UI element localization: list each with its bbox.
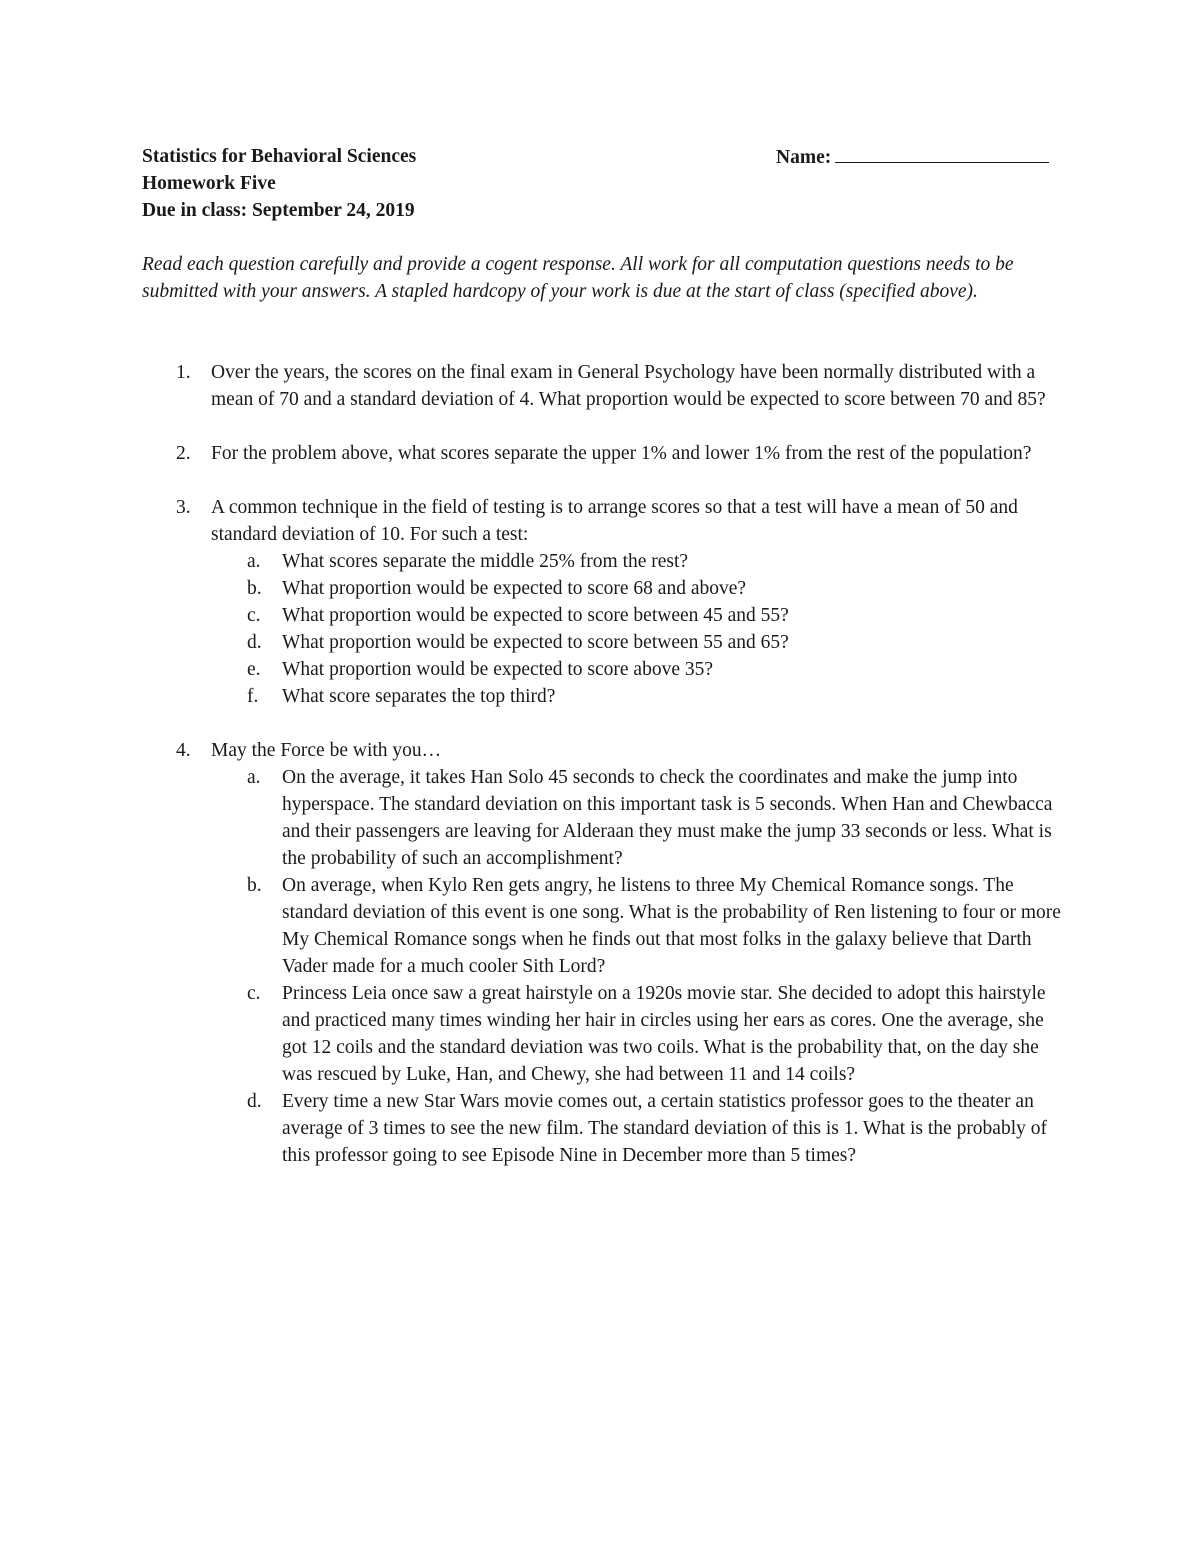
name-field	[776, 143, 1049, 171]
subquestion-text: On the average, it takes Han Solo 45 seconds to check the coordinates and make the jump into hyperspace. The standard deviation on this important task is 5 seconds. When Han and Chewbacca and their passengers are leaving for Alderaan they must make the jump 33 seconds or less. What is the probability of such an accomplishment?	[282, 767, 1053, 869]
subquestion-3e	[211, 656, 1062, 683]
subquestion-text: What proportion would be expected to score between 45 and 55?	[282, 605, 789, 626]
subquestion-letter: f.	[247, 686, 259, 707]
question-text: May the Force be with you…	[211, 740, 442, 761]
due-date: Due in class: September 24, 2019	[142, 200, 415, 221]
course-title: Statistics for Behavioral Sciences	[142, 146, 417, 167]
question-text: Over the years, the scores on the final exam in General Psychology have been normally distributed with a mean of 70 and a standard deviation of 4. What proportion would be expected to score between 70 and 85?	[211, 362, 1046, 410]
question-number: 2.	[176, 443, 191, 464]
subquestion-3b	[211, 575, 1062, 602]
subquestion-text: Every time a new Star Wars movie comes out, a certain statistics professor goes to the theater an average of 3 times to see the new film. The standard deviation of this is 1. What is the probably of this professor going to see Episode Nine in December more than 5 times?	[282, 1091, 1048, 1166]
subquestion-text: What proportion would be expected to score 68 and above?	[282, 578, 747, 599]
subquestion-letter: a.	[247, 551, 261, 572]
subquestion-3f	[211, 683, 1062, 710]
subquestion-text: Princess Leia once saw a great hairstyle on a 1920s movie star. She decided to adopt this hairstyle and practiced many times winding her hair in circles using her ears as cores. One the average, she got 12 coils and the standard deviation was two coils. What is the probability that, on the day she was rescued by Luke, Han, and Chewy, she had between 11 and 14 coils?	[282, 983, 1046, 1085]
subquestion-4d	[211, 1088, 1062, 1169]
question-number: 4.	[176, 740, 191, 761]
question-number: 1.	[176, 362, 191, 383]
question-text: A common technique in the field of testing is to arrange scores so that a test will have a mean of 50 and standard deviation of 10. For such a test:	[211, 497, 1018, 545]
question-1	[142, 359, 1062, 413]
subquestion-text: What scores separate the middle 25% from the rest?	[282, 551, 689, 572]
subquestion-text: What score separates the top third?	[282, 686, 556, 707]
subquestion-3c	[211, 602, 1062, 629]
subquestion-letter: e.	[247, 659, 261, 680]
subquestion-letter: d.	[247, 632, 262, 653]
subquestion-letter: d.	[247, 1091, 262, 1112]
subquestion-text: What proportion would be expected to score above 35?	[282, 659, 714, 680]
subquestion-letter: b.	[247, 578, 262, 599]
subquestion-letter: a.	[247, 767, 261, 788]
question-4	[142, 737, 1062, 1169]
subquestion-4b	[211, 872, 1062, 980]
name-label: Name:	[776, 147, 832, 168]
question-number: 3.	[176, 497, 191, 518]
instructions: Read each question carefully and provide a cogent response. All work for all computation questions needs to be submitted with your answers. A stapled hardcopy of your work is due at the start of class (specified above).	[142, 254, 1014, 302]
subquestion-4a	[211, 764, 1062, 872]
question-3	[142, 494, 1062, 710]
subquestion-4c	[211, 980, 1062, 1088]
subquestion-text: On average, when Kylo Ren gets angry, he listens to three My Chemical Romance songs. The standard deviation of this event is one song. What is the probability of Ren listening to four or more My Chemical Romance songs when he finds out that most folks in the galaxy believe that Darth Vader made for a much cooler Sith Lord?	[282, 875, 1061, 977]
question-2	[142, 440, 1062, 467]
subquestion-letter: c.	[247, 983, 261, 1004]
subquestion-3a	[211, 548, 1062, 575]
subquestion-text: What proportion would be expected to score between 55 and 65?	[282, 632, 789, 653]
subquestion-3d	[211, 629, 1062, 656]
subquestion-letter: c.	[247, 605, 261, 626]
question-text: For the problem above, what scores separate the upper 1% and lower 1% from the rest of the population?	[211, 443, 1032, 464]
subquestion-letter: b.	[247, 875, 262, 896]
name-blank-line	[835, 143, 1049, 163]
question-list	[142, 359, 1062, 1196]
assignment-title: Homework Five	[142, 173, 276, 194]
